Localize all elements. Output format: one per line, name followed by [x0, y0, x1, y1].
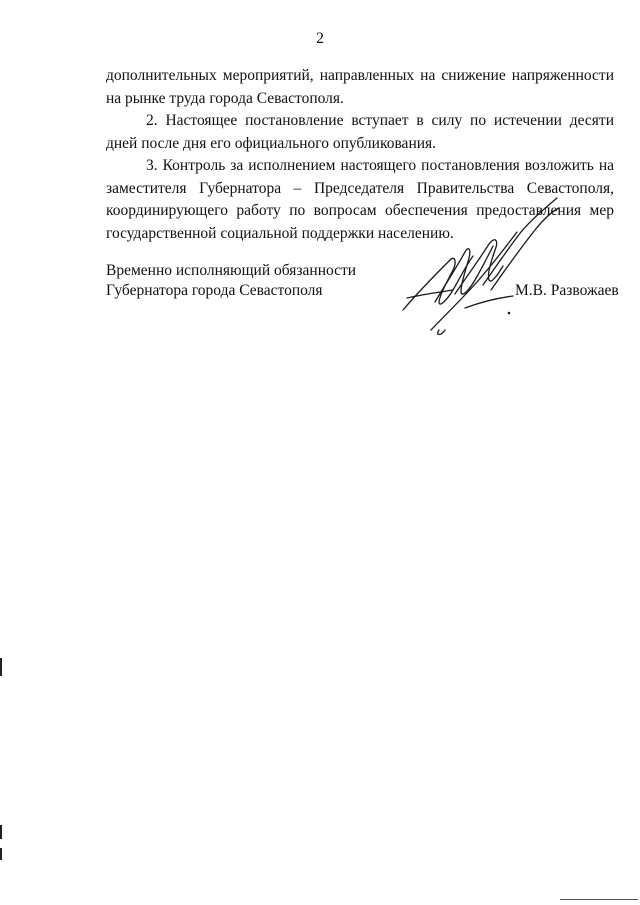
scan-artifact-line	[560, 899, 638, 900]
paragraph-3: 3. Контроль за исполнением настоящего постановления возложить на заместителя Губернатора – Председателя Правительства Севастополя, координирующего работу по вопросам обеспечения предоставления мер государственной социальной поддержки населению.	[106, 157, 614, 242]
page-number: 2	[316, 30, 324, 47]
handwritten-signature	[395, 190, 575, 340]
signatory-title-line-2: Губернатора города Севастополя	[106, 282, 323, 299]
edge-scan-mark	[0, 848, 2, 860]
edge-scan-mark	[0, 825, 2, 839]
signatory-title	[106, 261, 356, 301]
signatory-title-line-1: Временно исполняющий обязанности	[106, 262, 357, 279]
signatory-name: М.В. Развожаев	[515, 282, 619, 299]
paragraph-continuation: дополнительных мероприятий, направленных на снижение напряженности на рынке труда города Севастополя.	[106, 67, 614, 107]
edge-scan-mark	[0, 658, 2, 676]
paragraph-2: 2. Настоящее постановление вступает в силу по истечении десяти дней после дня его официального опубликования.	[106, 112, 614, 152]
